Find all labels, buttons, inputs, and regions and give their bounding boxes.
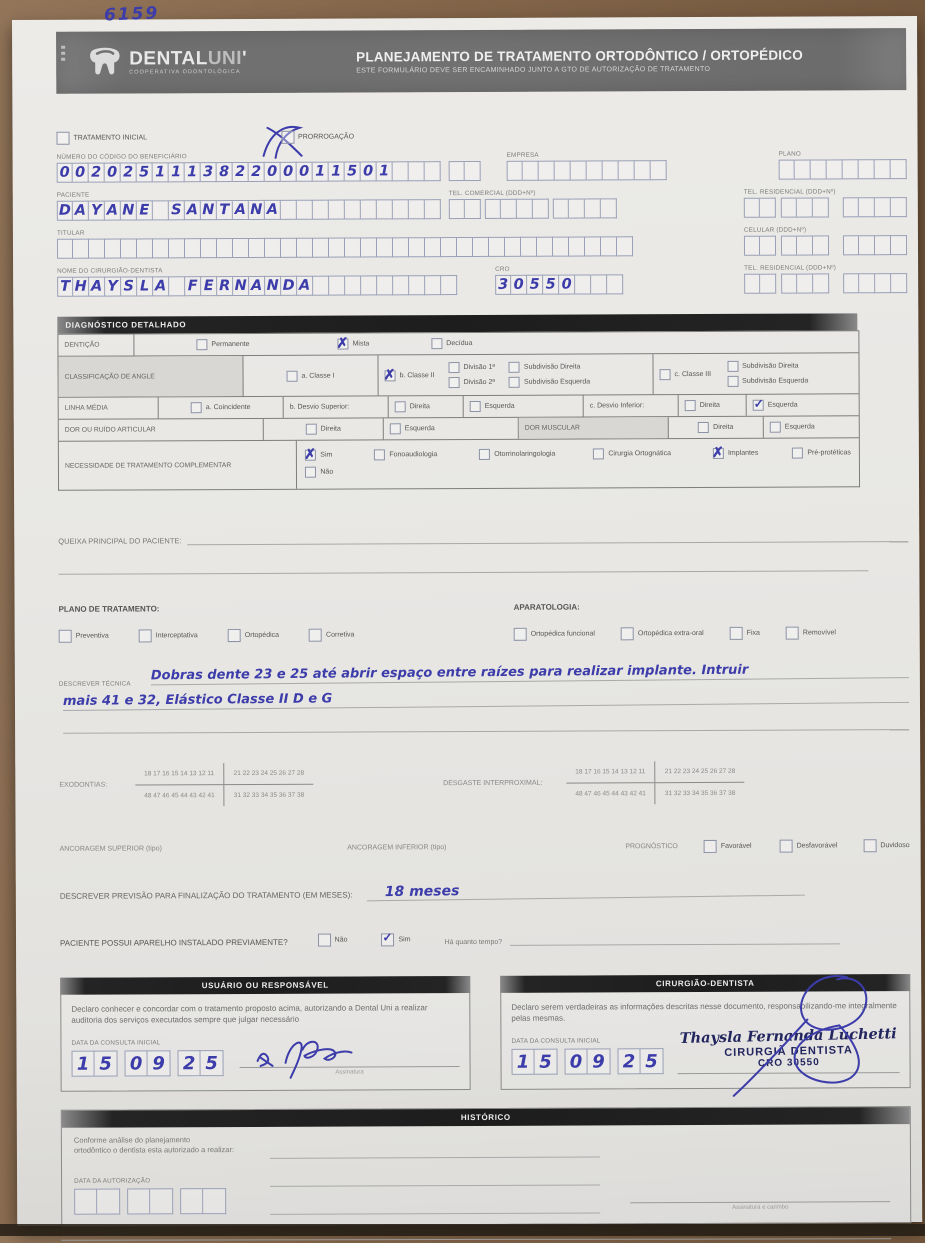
exodontias-quadrant: 18 17 16 15 14 13 12 11 21 22 23 24 25 26 27 28 48 47 46 45 44 43 42 41 31 32 33 34 35 36 37 38 (135, 763, 313, 807)
dentista-signature (689, 967, 900, 1108)
classe1-checkbox (286, 370, 297, 381)
previsao-label: DESCREVER PREVISÃO PARA FINALIZAÇÃO DO TRATAMENTO (EM MESES): (59, 890, 353, 901)
autorizacao-date (74, 1188, 234, 1215)
nao-checkbox (305, 467, 316, 478)
cro-boxes: 3 0 5 5 0 (495, 274, 623, 295)
queixa-row (58, 529, 908, 546)
tooth-icon (88, 48, 122, 78)
beneficiary-code-boxes: 0 0 2 0 2 5 1 1 1 3 8 2 2 0 0 0 1 1 5 0 1 (57, 161, 449, 183)
ortopedica-checkbox (228, 629, 241, 642)
divisao2-checkbox (449, 377, 460, 388)
tempo-label: Há quanto tempo? (444, 938, 503, 947)
desvio-sup-direita-checkbox (395, 401, 406, 412)
dentista-date: 1 5 0 9 2 5 (511, 1048, 663, 1075)
aparelho-sim-checkbox (381, 933, 394, 946)
desgaste-quadrant: 18 17 16 15 14 13 12 11 21 22 23 24 25 26 27 28 48 47 46 45 44 43 42 41 31 32 33 34 35 36 37 38 (566, 761, 744, 805)
plano-tratamento-label: PLANO DE TRATAMENTO: (58, 604, 160, 614)
plano-boxes (779, 159, 907, 180)
subdivisao-direita-checkbox (509, 362, 520, 373)
tecnica-handwriting-1: Dobras dente 23 e 25 até abrir espaço entre raízes para realizar implante. Intruir (151, 661, 909, 685)
corretiva-checkbox (309, 629, 322, 642)
denticao-label: DENTIÇÃO (58, 334, 134, 355)
tel-comercial-boxes (449, 198, 617, 219)
tempo-line (510, 931, 840, 945)
exodontias-row (59, 760, 909, 807)
dor-muscular-direita-checkbox (698, 422, 709, 433)
cirurgia-ortognatica-checkbox (593, 448, 604, 459)
preventiva-checkbox (59, 630, 72, 643)
treatment-type-row (56, 128, 906, 145)
form-title: PLANEJAMENTO DE TRATAMENTO ORTODÔNTICO / ORTOPÉDICO (356, 47, 803, 64)
diagnostico-section: DIAGNÓSTICO DETALHADO DENTIÇÃO Permanente ✗ Mista Decídua CLASSIFICAÇÃO DE ANGLE a. Classe I ✗ b. Classe II Divisão 1ª Divisão 2ª Subdivisão Direita Subdivisão Esquerda c. Classe III Subdivisão Direita Subdivisão Esquerda LINHA MÉDIA a. Coincidente b. Desvio Superior: Direita Esquerda c. Desvio Inferior: Direita ✓ Esquerda DOR OU RUÍDO ARTICULAR Direita Esquerda DOR MUSCULAR Direita Esquerda NECESSIDADE DE TRATAMENTO COMPLEMENTAR ✗ Sim Fonoaudiologia Otorrinolaringologia Cirurgia Ortognática ✗ Implantes Pré-protéticas Não (57, 313, 858, 490)
usuario-signature-caption: Assinatura (335, 1069, 364, 1076)
otorrinolaringologia-checkbox (479, 449, 490, 460)
historico-box (61, 1106, 912, 1227)
desk-shadow (0, 1224, 925, 1236)
ancoragem-inferior-label: ANCORAGEM INFERIOR (tipo) (347, 844, 447, 852)
usuario-declaration: Declaro conhecer e concordar com o tratamento proposto acima, autorizando a Dental Uni a realizar auditoria dos serviços executados sempre que julgar necessário (71, 1003, 428, 1025)
dentist-stamp: Thaysla Fernanda Luchetti CIRURGIÃ DENTISTA CRO 30550 (679, 1025, 897, 1070)
tratamento-inicial-checkbox (56, 132, 69, 145)
handwritten-page-code: 6159 (103, 3, 160, 26)
desvio-inf-direita-checkbox (685, 400, 696, 411)
usuario-signature (247, 1026, 377, 1079)
scanned-form-paper (12, 3, 922, 1226)
pre-proteticas-checkbox (792, 448, 803, 459)
titular-row: TITULAR CELULAR (DDD+Nº) (57, 226, 907, 259)
aparelho-row: PACIENTE POSSUI APARELHO INSTALADO PREVIAMENTE? Não ✓ Sim Há quanto tempo? (60, 931, 910, 948)
queixa-line1 (187, 529, 908, 545)
logo-wordmark: DENTALUNI' (129, 47, 248, 69)
interceptativa-checkbox (139, 629, 152, 642)
historico-lines (270, 1133, 600, 1214)
patient-row: PACIENTE D A Y A N E S A N T A N A TEL. COMERCIAL (DDD+Nº) TEL. RESIDENCIAL (DDD+Nº) (57, 188, 907, 221)
desvio-sup-esquerda-checkbox (470, 401, 481, 412)
titular-boxes (57, 236, 633, 259)
tel-residencial-boxes (744, 197, 907, 218)
dor-muscular-esquerda-checkbox (770, 422, 781, 433)
mista-checkbox (338, 339, 349, 350)
dentist-name-boxes: T H A Y S L A F E R N A N D A (57, 275, 469, 297)
dentist-tel-boxes (744, 273, 907, 294)
dor-articular-label: DOR OU RUÍDO ARTICULAR (59, 419, 264, 441)
historico-left: Conforme análise do planejamento ortodôntico o dentista esta autorizado a realizar: DATA DA AUTORIZAÇÃO (74, 1135, 234, 1216)
logo-subtitle: COOPERATIVA ODONTOLÓGICA (129, 68, 241, 75)
duvidoso-checkbox (863, 839, 876, 852)
header-side-mark (61, 46, 66, 80)
fonoaudiologia-checkbox (374, 449, 385, 460)
dor-direita-checkbox (306, 424, 317, 435)
historico-signature-area: Assinatura e carimbo (600, 1132, 898, 1213)
dentista-box: CIRURGIÃO-DENTISTA Declaro serem verdadeiras as informações descritas nesse documento, responsabilizando-me integralmente pelas mesmas. DATA DA CONSULTA INICIAL 1 5 0 9 2 5 Thaysla Fernanda Luchetti CIRURGIÃ DENTISTA CRO 30550 (500, 974, 910, 1090)
empresa-boxes (507, 160, 667, 181)
previsao-row (60, 880, 910, 901)
angle-label: CLASSIFICAÇÃO DE ANGLE (58, 356, 243, 397)
beneficiary-row: NÚMERO DO CÓDIGO DO BENEFICIÁRIO 0 0 2 0 2 5 1 1 1 3 8 2 2 0 0 0 1 1 5 0 1 EMPRESA PLANO (57, 150, 907, 183)
ancoragem-row: ANCORAGEM SUPERIOR (tipo) ANCORAGEM INFERIOR (tipo) PROGNÓSTICO Favorável Desfavorável Duvidoso (60, 839, 910, 856)
tecnica-line-3 (63, 729, 909, 734)
ortopedica-extra-oral-checkbox (621, 627, 634, 640)
extra-boxes (449, 161, 481, 181)
usuario-date: 1 5 0 9 2 5 (71, 1050, 223, 1077)
prorrogacao-option: PRORROGAÇÃO (281, 131, 354, 144)
implantes-checkbox (713, 448, 724, 459)
tecnica-section (59, 663, 909, 734)
form-header (56, 28, 906, 94)
favoravel-checkbox (704, 840, 717, 853)
aparatologia-label: APARATOLOGIA: (513, 602, 580, 612)
ortopedica-funcional-checkbox (514, 628, 527, 641)
queixa-label: QUEIXA PRINCIPAL DO PACIENTE: (58, 536, 182, 546)
desfavoravel-checkbox (780, 840, 793, 853)
historico-header: HISTÓRICO (62, 1107, 910, 1128)
decidua-checkbox (431, 338, 442, 349)
sim-checkbox (305, 450, 316, 461)
plano-aparatologia-row: PLANO DE TRATAMENTO: Preventiva Interceptativa Ortopédica Corretiva APARATOLOGIA: Ortopédica funcional Ortopédica extra-oral Fixa Removível (59, 601, 909, 643)
permanente-checkbox (196, 339, 207, 350)
dentista-declaration: Declaro serem verdadeiras as informações descritas nesse documento, responsabilizando-me integralmente pelas mesmas. (511, 1001, 897, 1023)
ancoragem-superior-label: ANCORAGEM SUPERIOR (tipo) (59, 845, 162, 853)
classe2-checkbox (385, 370, 396, 381)
subdivisao-direita2-checkbox (727, 361, 738, 372)
fixa-checkbox (730, 627, 743, 640)
exodontias-label: EXODONTIAS: (59, 781, 108, 789)
desvio-inf-esquerda-checkbox (753, 400, 764, 411)
linha-media-label: LINHA MÉDIA (59, 397, 159, 418)
dentista-header: CIRURGIÃO-DENTISTA (500, 974, 910, 993)
desgaste-label: DESGASTE INTERPROXIMAL: (443, 779, 543, 788)
subdivisao-esquerda-checkbox (509, 377, 520, 388)
celular-boxes (744, 235, 907, 256)
bottom-line (61, 1238, 891, 1240)
prorrogacao-checkbox (281, 131, 294, 144)
dentaluni-logo (88, 47, 328, 78)
tecnica-label: DESCREVER TÉCNICA (58, 680, 131, 688)
usuario-box: USUÁRIO OU RESPONSÁVEL Declaro conhecer e concordar com o tratamento proposto acima, autorizando a Dental Uni a realizar auditoria dos serviços executados sempre que julgar necessário DATA DA CONSULTA INICIAL 1 5 0 9 2 5 Assinatura (60, 976, 470, 1092)
queixa-line2 (58, 570, 868, 575)
signatures-row (60, 974, 910, 1092)
diagnostico-header: DIAGNÓSTICO DETALHADO (57, 313, 857, 333)
removivel-checkbox (786, 627, 799, 640)
necessidade-label: NECESSIDADE DE TRATAMENTO COMPLEMENTAR (59, 441, 298, 490)
usuario-header: USUÁRIO OU RESPONSÁVEL (60, 976, 470, 995)
dentist-row: NOME DO CIRURGIÃO-DENTISTA T H A Y S L A F E R N A N D A CRO 3 0 5 5 0 TEL. RESIDENCIAL (DDD+Nº) (57, 264, 907, 297)
subdivisao-esquerda2-checkbox (727, 376, 738, 387)
tratamento-inicial-option: TRATAMENTO INICIAL (56, 131, 147, 144)
aparelho-label: PACIENTE POSSUI APARELHO INSTALADO PREVIAMENTE? (60, 937, 288, 948)
previsao-handwriting: 18 meses (366, 879, 804, 902)
patient-name-boxes: D A Y A N E S A N T A N A (57, 199, 449, 221)
divisao1-checkbox (449, 362, 460, 373)
coincidente-checkbox (191, 402, 202, 413)
aparelho-nao-checkbox (318, 934, 331, 947)
dor-muscular-label: DOR MUSCULAR (519, 417, 669, 439)
classe3-checkbox (660, 369, 671, 380)
prognostico-label: PROGNÓSTICO (625, 843, 678, 851)
form-subtitle: ESTE FORMULÁRIO DEVE SER ENCAMINHADO JUNTO A GTO DE AUTORIZAÇÃO DE TRATAMENTO (356, 65, 711, 74)
tecnica-handwriting-2: mais 41 e 32, Elástico Classe II D e G (63, 686, 909, 711)
dor-esquerda-checkbox (390, 423, 401, 434)
